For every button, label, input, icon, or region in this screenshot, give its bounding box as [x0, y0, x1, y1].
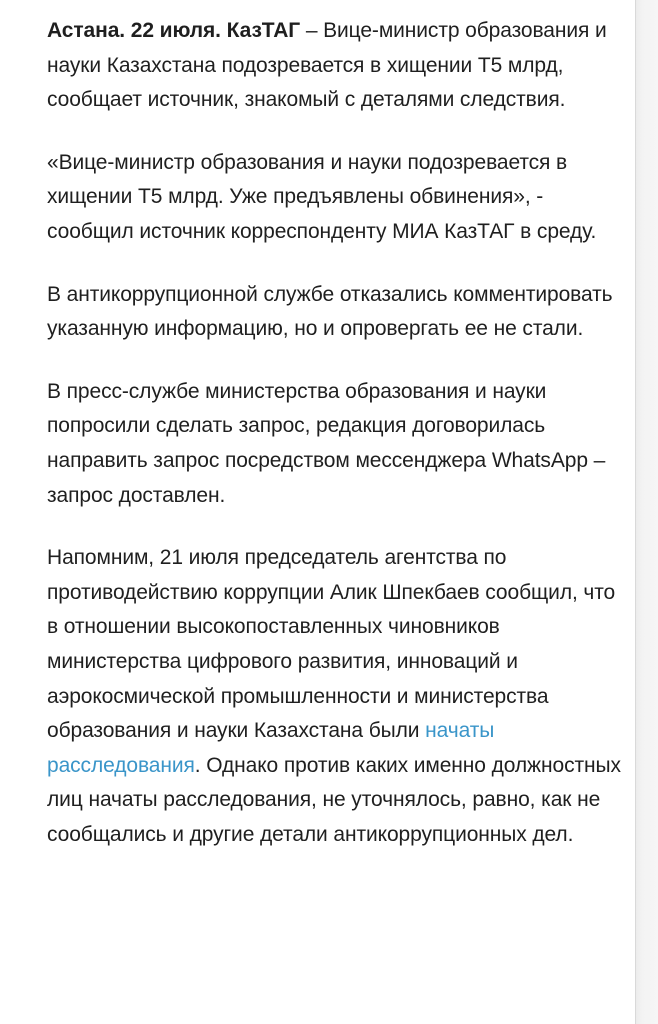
paragraph-lead — [47, 14, 622, 118]
paragraph-press-service: В пресс-службе министерства образования и науки попросили сделать запрос, редакция договорилась направить запрос посредством мессенджера WhatsApp – запрос доставлен. — [47, 379, 606, 507]
paragraph-reminder-start: Напомним, 21 июля председатель агентства по противодействию коррупции Алик Шпекбаев сообщил, что в отношении высокопоставленных чиновников министерства цифрового развития, инноваций и аэрокосмической промышленности и министерства образования и науки Казахстана были — [47, 546, 616, 743]
paragraph-reminder-end: . Однако против каких именно должностных лиц начаты расследования, не уточнялось, равно, как не сообщались и другие детали антикоррупционных дел. — [47, 753, 621, 846]
paragraph-quote: «Вице-министр образования и науки подозревается в хищении Т5 млрд. Уже предъявлены обвинения», - сообщил источник корреспонденту МИА КазТАГ в среду. — [47, 150, 597, 243]
dateline: Астана. 22 июля. КазТАГ — [47, 19, 301, 42]
investigations-link[interactable]: начаты расследования — [47, 719, 495, 777]
paragraph-lead-text: – Вице-министр образования и науки Казахстана подозревается в хищении Т5 млрд, сообщает источник, знакомый с деталями следствия. — [47, 19, 607, 112]
article-body — [47, 14, 622, 880]
paragraph-reminder — [47, 541, 622, 852]
paragraph-anticorruption: В антикоррупционной службе отказались комментировать указанную информацию, но и опровергать ее не стали. — [47, 282, 613, 341]
page-edge-border — [635, 0, 658, 1024]
